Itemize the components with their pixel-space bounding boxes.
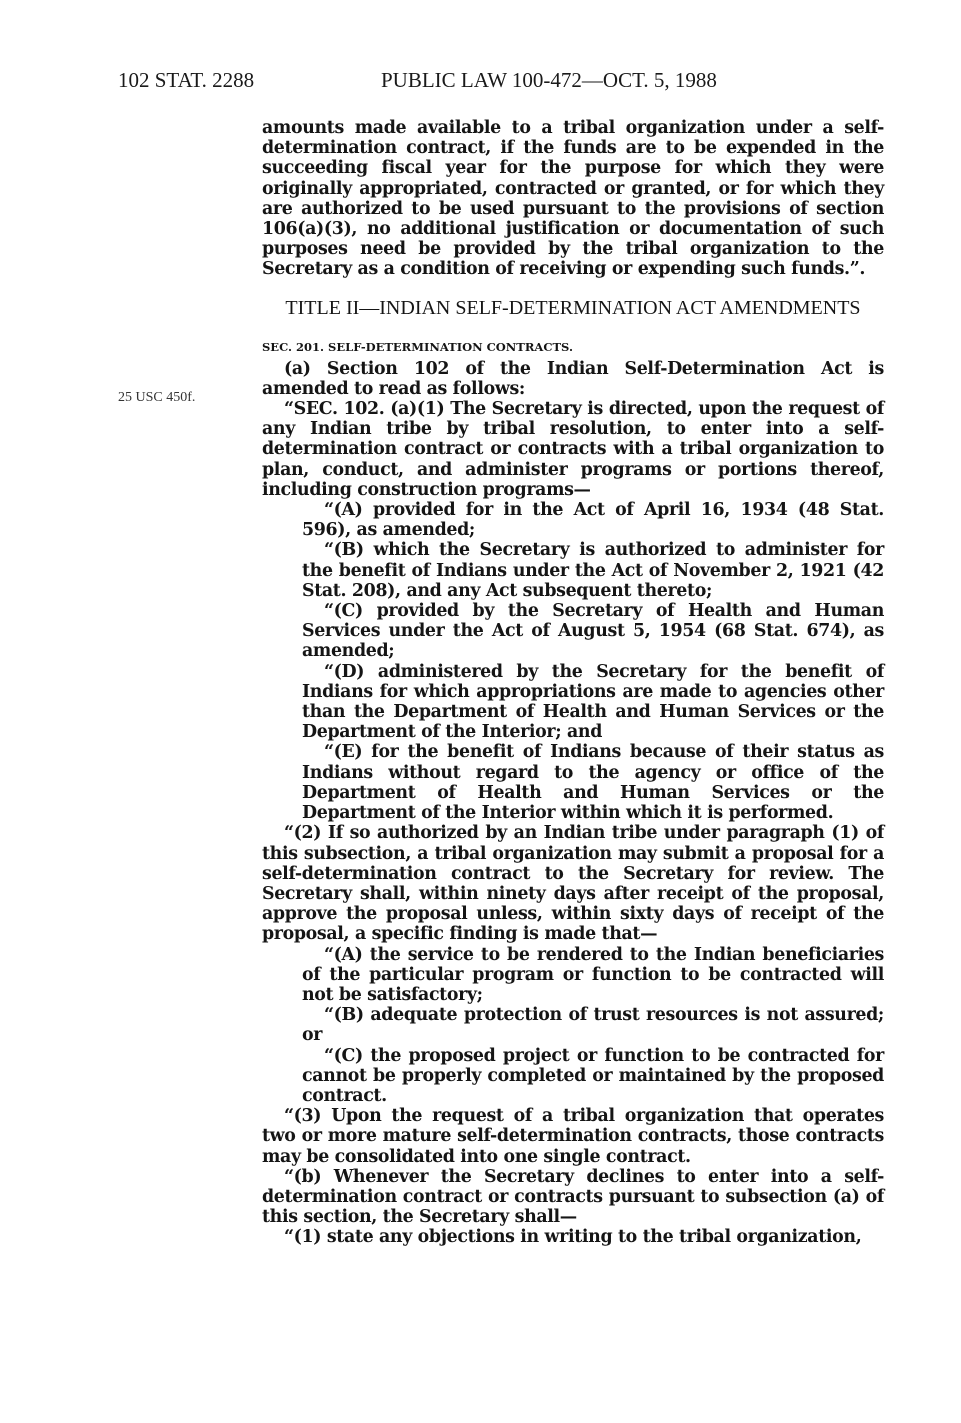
paragraph: “(2) If so authorized by an Indian tribe under paragraph (1) of this subsection, a tribal organization may submit a proposal for a self-determination contract to the Secretary for review. The Secretary shall, within ninety days after receipt of the proposal, approve the proposal unless, within sixty days of receipt of the proposal, a specific finding is made that— (262, 823, 884, 945)
subparagraph: “(A) the service to be rendered to the Indian beneficiaries of the particular program or function to be contracted will not be satisfactory; (302, 944, 884, 1005)
subparagraph: “(E) for the benefit of Indians because of their status as Indians without regard to the agency or office of the Department of Health and Human Services or the Department of the Interior within which it is performed. (302, 742, 884, 824)
stat-citation: 102 STAT. 2288 (118, 68, 255, 92)
subparagraph: “(B) which the Secretary is authorized to administer for the benefit of Indians under the Act of November 2, 1921 (42 Stat. 208), and any Act subsequent thereto; (302, 540, 884, 601)
paragraph: (a) Section 102 of the Indian Self-Determination Act is amended to read as follows: (262, 358, 884, 399)
subparagraph: “(A) provided for in the Act of April 16, 1934 (48 Stat. 596), as amended; (302, 500, 884, 541)
law-citation: PUBLIC LAW 100-472—OCT. 5, 1988 (381, 68, 717, 92)
paragraph: “(3) Upon the request of a tribal organization that operates two or more mature self-determination contracts, those contracts may be consolidated into one single contract. (262, 1106, 884, 1167)
subparagraph: “(C) the proposed project or function to be contracted for cannot be properly completed or maintained by the proposed contract. (302, 1045, 884, 1106)
subparagraph: “(D) administered by the Secretary for the benefit of Indians for which appropriations are made to agencies other than the Department of Health and Human Services or the Department of the Interior; and (302, 661, 884, 743)
subparagraph: “(C) provided by the Secretary of Health and Human Services under the Act of August 5, 1954 (68 Stat. 674), as amended; (302, 601, 884, 662)
subparagraph: “(B) adequate protection of trust resources is not assured; or (302, 1005, 884, 1046)
title-heading: TITLE II—INDIAN SELF-DETERMINATION ACT AMENDMENTS (285, 296, 861, 319)
paragraph: “SEC. 102. (a)(1) The Secretary is directed, upon the request of any Indian tribe by tribal resolution, to enter into a self-determination contract or contracts with a tribal organization to plan, conduct, and administer programs or portions thereof, including construction programs— (262, 399, 884, 500)
paragraph: amounts made available to a tribal organization under a self-determination contract, if the funds are to be expended in the succeeding fiscal year for the purpose for which they were originally appropriated, contracted or granted, or for which they are authorized to be used pursuant to the provisions of section 106(a)(3), no additional justification or documentation of such purposes need be provided by the tribal organization to the Secretary as a condition of receiving or expending such funds.”. (262, 118, 884, 280)
margin-note: 25 USC 450f. (118, 390, 196, 405)
paragraph: “(b) Whenever the Secretary declines to enter into a self-determination contract or contracts pursuant to subsection (a) of this section, the Secretary shall— (262, 1166, 884, 1228)
section-heading: SEC. 201. SELF-DETERMINATION CONTRACTS. (262, 339, 573, 354)
body-text (262, 118, 884, 1248)
paragraph: “(1) state any objections in writing to the tribal organization, (284, 1227, 862, 1248)
